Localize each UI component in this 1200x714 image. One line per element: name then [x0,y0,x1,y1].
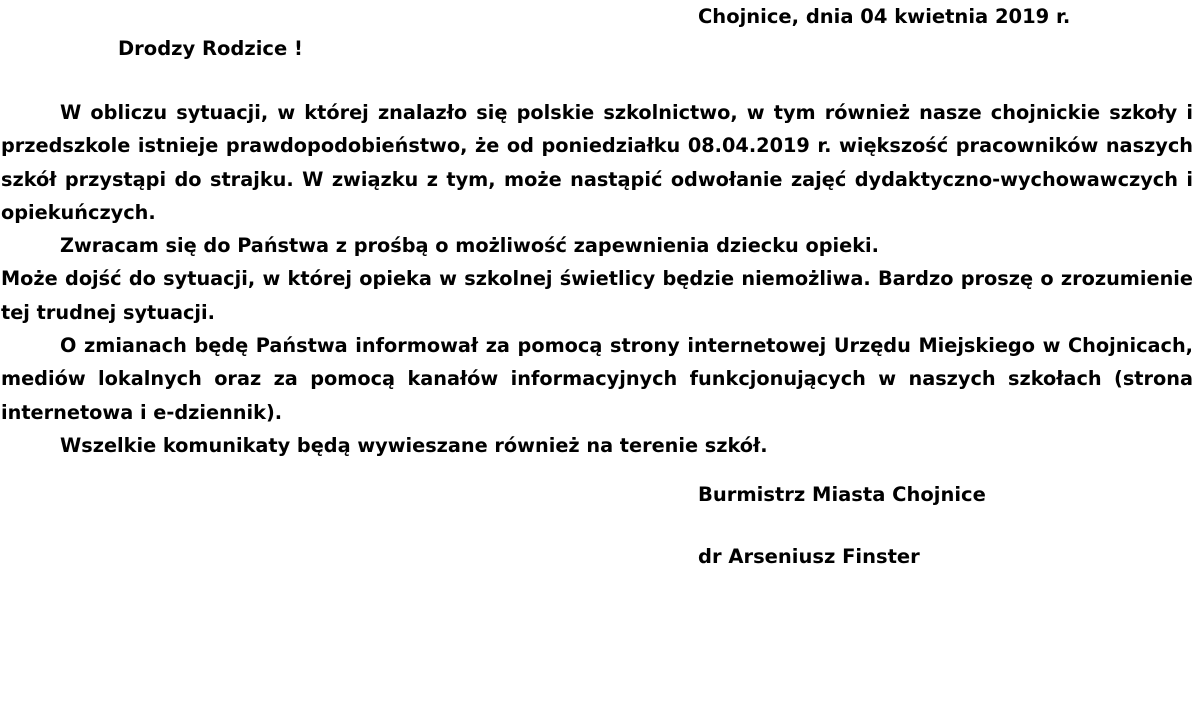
paragraph-information-channels: O zmianach będę Państwa informował za pomocą strony internetowej Urzędu Miejskiego w Chojnicach, mediów lokalnych oraz za pomocą kanałów informacyjnych funkcjonujących w naszych szkołach (strona internetowa i e-dziennik). [1,334,1193,424]
greeting: Drodzy Rodzice ! [118,37,303,60]
paragraph-strike-notice: W obliczu sytuacji, w której znalazło się polskie szkolnictwo, w tym również nasze chojnickie szkoły i przedszkole istnieje prawdopodobieństwo, że od poniedziałku 08.04.2019 r. większość pracowników naszych szkół przystąpi do strajku. W związku z tym, może nastąpić odwołanie zajęć dydaktyczno-wychowawczych i opiekuńczych. [1,101,1193,224]
place-and-date: Chojnice, dnia 04 kwietnia 2019 r. [698,5,1071,28]
paragraph-common-room: Może dojść do sytuacji, w której opieka w szkolnej świetlicy będzie niemożliwa. Bardzo proszę o zrozumienie tej trudnej sytuacji. [1,267,1193,324]
signature-title: Burmistrz Miasta Chojnice [698,483,986,506]
paragraph-announcements: Wszelkie komunikaty będą wywieszane również na terenie szkół. [60,433,768,457]
signature-name: dr Arseniusz Finster [698,545,920,568]
letter-body [1,96,1193,462]
paragraph-care-request: Zwracam się do Państwa z prośbą o możliwość zapewnienia dziecku opieki. [60,234,879,258]
